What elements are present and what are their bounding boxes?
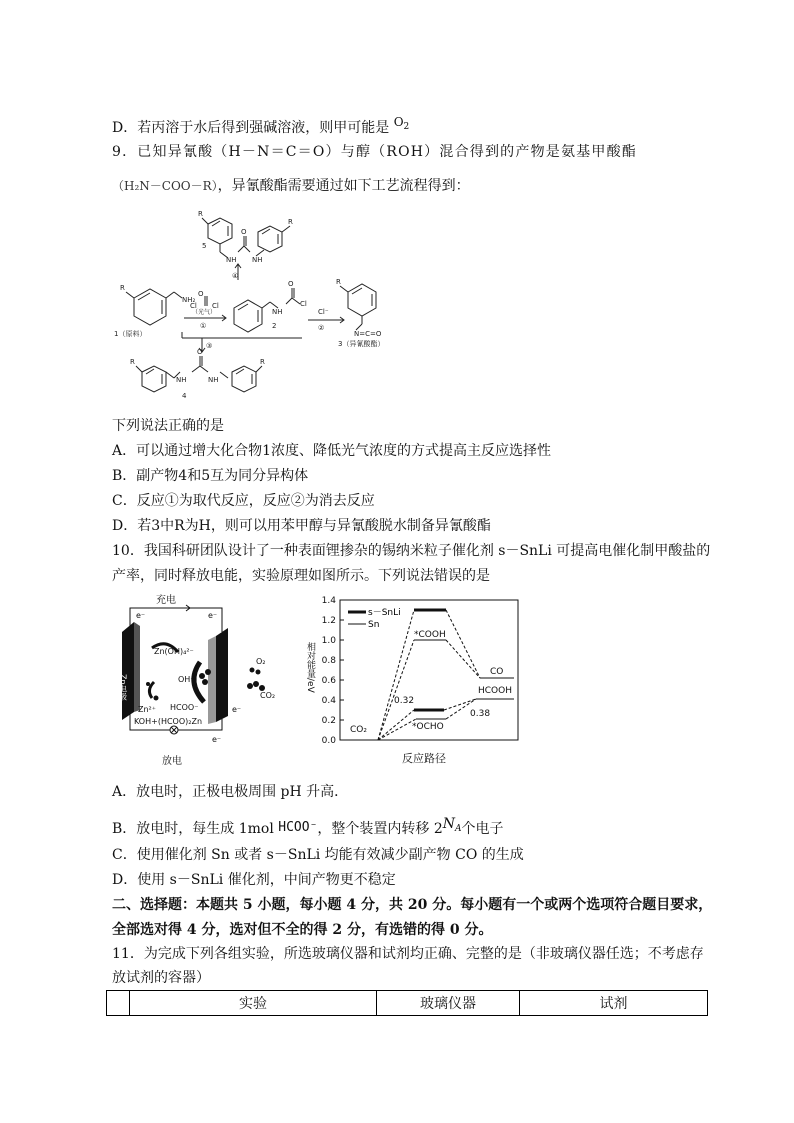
q10-option-a: A．放电时，正极电极周围 pH 升高． (112, 784, 349, 800)
r-group-5b: R (288, 218, 293, 226)
phosgene-cond: （光气） (192, 309, 217, 316)
carbamate-formula: （H₂N－COO－R） (112, 179, 218, 193)
zincate-label: Zn(OH)₄²⁻ (154, 647, 194, 656)
nh-4b: NH (208, 376, 219, 384)
q10-option-b: B．放电时，每生成 1mol HCOO⁻，整个装置内转移 $2N_A$个电子 (112, 816, 504, 837)
hcoo-label: HCOO⁻ (170, 703, 199, 712)
q10-energy-diagram (304, 592, 524, 770)
nh-5a: NH (226, 256, 237, 264)
q8-option-d: D．若丙溶于水后得到强碱溶液，则甲可能是 $O_2$ (112, 115, 410, 136)
zn-electrode-label: Zn电极 (118, 674, 128, 701)
step-4: ④ (232, 272, 239, 280)
nh-5b: NH (252, 256, 263, 264)
q9-option-d: D．若3中R为H，则可以用苯甲醇与异氰酸脱水制备异氰酸酯 (112, 518, 491, 534)
r-group-1: R (120, 284, 125, 292)
x-axis-label: 反应路径 (402, 752, 446, 765)
y-axis-label: 相对能量/eV (305, 642, 315, 693)
q10-option-c: C．使用催化剂 Sn 或者 s－SnLi 均能有效减少副产物 CO 的生成 (112, 847, 524, 863)
na-symbol: $N_A$ (442, 816, 462, 834)
cathode-electrode (216, 628, 228, 722)
header-experiment: 实验 (130, 991, 377, 1016)
electrolyte-label: KOH+(HCOO)₂Zn (134, 717, 203, 726)
legend-sn: Sn (368, 620, 380, 630)
section2-line1: 二、选择题：本题共 5 小题，每小题 4 分，共 20 分。每小题有一个或两个选项符合题目要求， (112, 897, 713, 913)
label-ocho: *OCHO (412, 722, 444, 732)
step-2: ② (318, 324, 325, 332)
r-group-4a: R (130, 358, 135, 366)
header-blank (107, 991, 130, 1016)
oh-label: OH⁻ (178, 675, 195, 684)
discharge-label: 放电 (162, 756, 182, 767)
step-1: ① (200, 322, 207, 330)
compound-2-label: 2 (272, 322, 277, 330)
table-header-row (107, 991, 708, 1016)
label-co: CO (490, 667, 504, 677)
r-group-5a: R (198, 210, 203, 218)
ytick-3: 0.6 (321, 676, 336, 686)
q9-reaction-scheme (112, 206, 412, 406)
ytick-5: 1.0 (321, 636, 336, 646)
r-group-4b: R (260, 358, 265, 366)
compound-5-label: 5 (202, 242, 207, 250)
step-3: ③ (206, 342, 213, 350)
o2-formula: $O_2$ (393, 115, 410, 132)
legend-snli: s－SnLi (368, 608, 401, 618)
nh2-label: NH₂ (182, 296, 196, 304)
q9-option-b: B．副产物4和5互为同分异构体 (112, 468, 309, 484)
compound-1-label: 1（原料） (114, 330, 147, 338)
q10-option-d: D．使用 s－SnLi 催化剂，中间产物更不稳定 (112, 872, 396, 888)
q9-stem-line1: 9．已知异氰酸（H－N＝C＝O）与醇（ROH）混合得到的产物是氨基甲酸酯 (112, 144, 637, 160)
cl-label-2: Cl (300, 300, 307, 308)
label-hcooh: HCOOH (478, 686, 512, 696)
o-4: O (197, 348, 203, 356)
r-group-3: R (336, 278, 341, 286)
electron-left: e⁻ (136, 611, 146, 620)
compound-3-label: 3（异氰酸酯） (338, 340, 385, 348)
co2-label: CO₂ (260, 691, 276, 700)
q11-table (106, 990, 708, 1016)
q10-cell-diagram (112, 592, 292, 772)
q10-stem-line1: 10．我国科研团队设计了一种表面锂掺杂的锡纳米粒子催化剂 s－SnLi 可提高电催化制甲酸盐的 (112, 543, 711, 559)
nh-label-2: NH (272, 308, 283, 316)
header-glassware: 玻璃仪器 (377, 991, 520, 1016)
label-co2: CO₂ (350, 725, 367, 735)
phosgene-cl-right: Cl (212, 302, 219, 310)
q9-stem-line2: （H₂N－COO－R），异氰酸酯需要通过如下工艺流程得到： (112, 178, 470, 194)
header-reagent: 试剂 (520, 991, 708, 1016)
nco-label: N=C=O (354, 330, 382, 338)
zn2-label: Zn²⁺ (138, 705, 156, 714)
q9-option-a: A．可以通过增大化合物1浓度、降低光气浓度的方式提高主反应选择性 (112, 443, 552, 459)
ytick-2: 0.4 (321, 696, 336, 706)
charge-label: 充电 (156, 595, 176, 606)
ytick-6: 1.2 (321, 616, 336, 626)
q9-prompt: 下列说法正确的是 (112, 418, 224, 434)
o2-label: O₂ (256, 657, 266, 666)
section2-line2: 全部选对得 4 分，选对但不全的得 2 分，有选错的得 0 分。 (112, 922, 493, 938)
o-5: O (241, 228, 247, 236)
reagent-cl: Cl⁻ (318, 308, 329, 316)
ytick-4: 0.8 (321, 656, 336, 666)
label-0-38: 0.38 (470, 709, 491, 719)
q11-stem-line2: 放试剂的容器） (112, 970, 210, 986)
q9-option-c: C．反应①为取代反应，反应②为消去反应 (112, 493, 375, 509)
q11-stem-line1: 11．为完成下列各组实验，所选玻璃仪器和试剂均正确、完整的是（非玻璃仪器任选；不考虑存 (112, 946, 704, 962)
electron-right: e⁻ (208, 611, 218, 620)
label-0-32: 0.32 (394, 696, 415, 706)
label-cooh: *COOH (414, 630, 446, 640)
ytick-1: 0.2 (321, 716, 336, 726)
zn-electrode (122, 622, 134, 720)
hcoo-ion: HCOO⁻ (278, 820, 318, 835)
q10-stem-line2: 产率，同时释放电能，实验原理如图所示。下列说法错误的是 (112, 568, 490, 584)
o-label-2: O (288, 280, 294, 288)
electron-cathode: e⁻ (232, 705, 242, 714)
electron-bottom: e⁻ (212, 735, 222, 744)
phosgene-o: O (198, 290, 204, 298)
compound-4-label: 4 (182, 392, 187, 400)
phosgene-cl-left: Cl (190, 302, 197, 310)
ytick-7: 1.4 (321, 596, 336, 606)
ytick-0: 0.0 (321, 736, 336, 746)
nh-4a: NH (176, 376, 187, 384)
